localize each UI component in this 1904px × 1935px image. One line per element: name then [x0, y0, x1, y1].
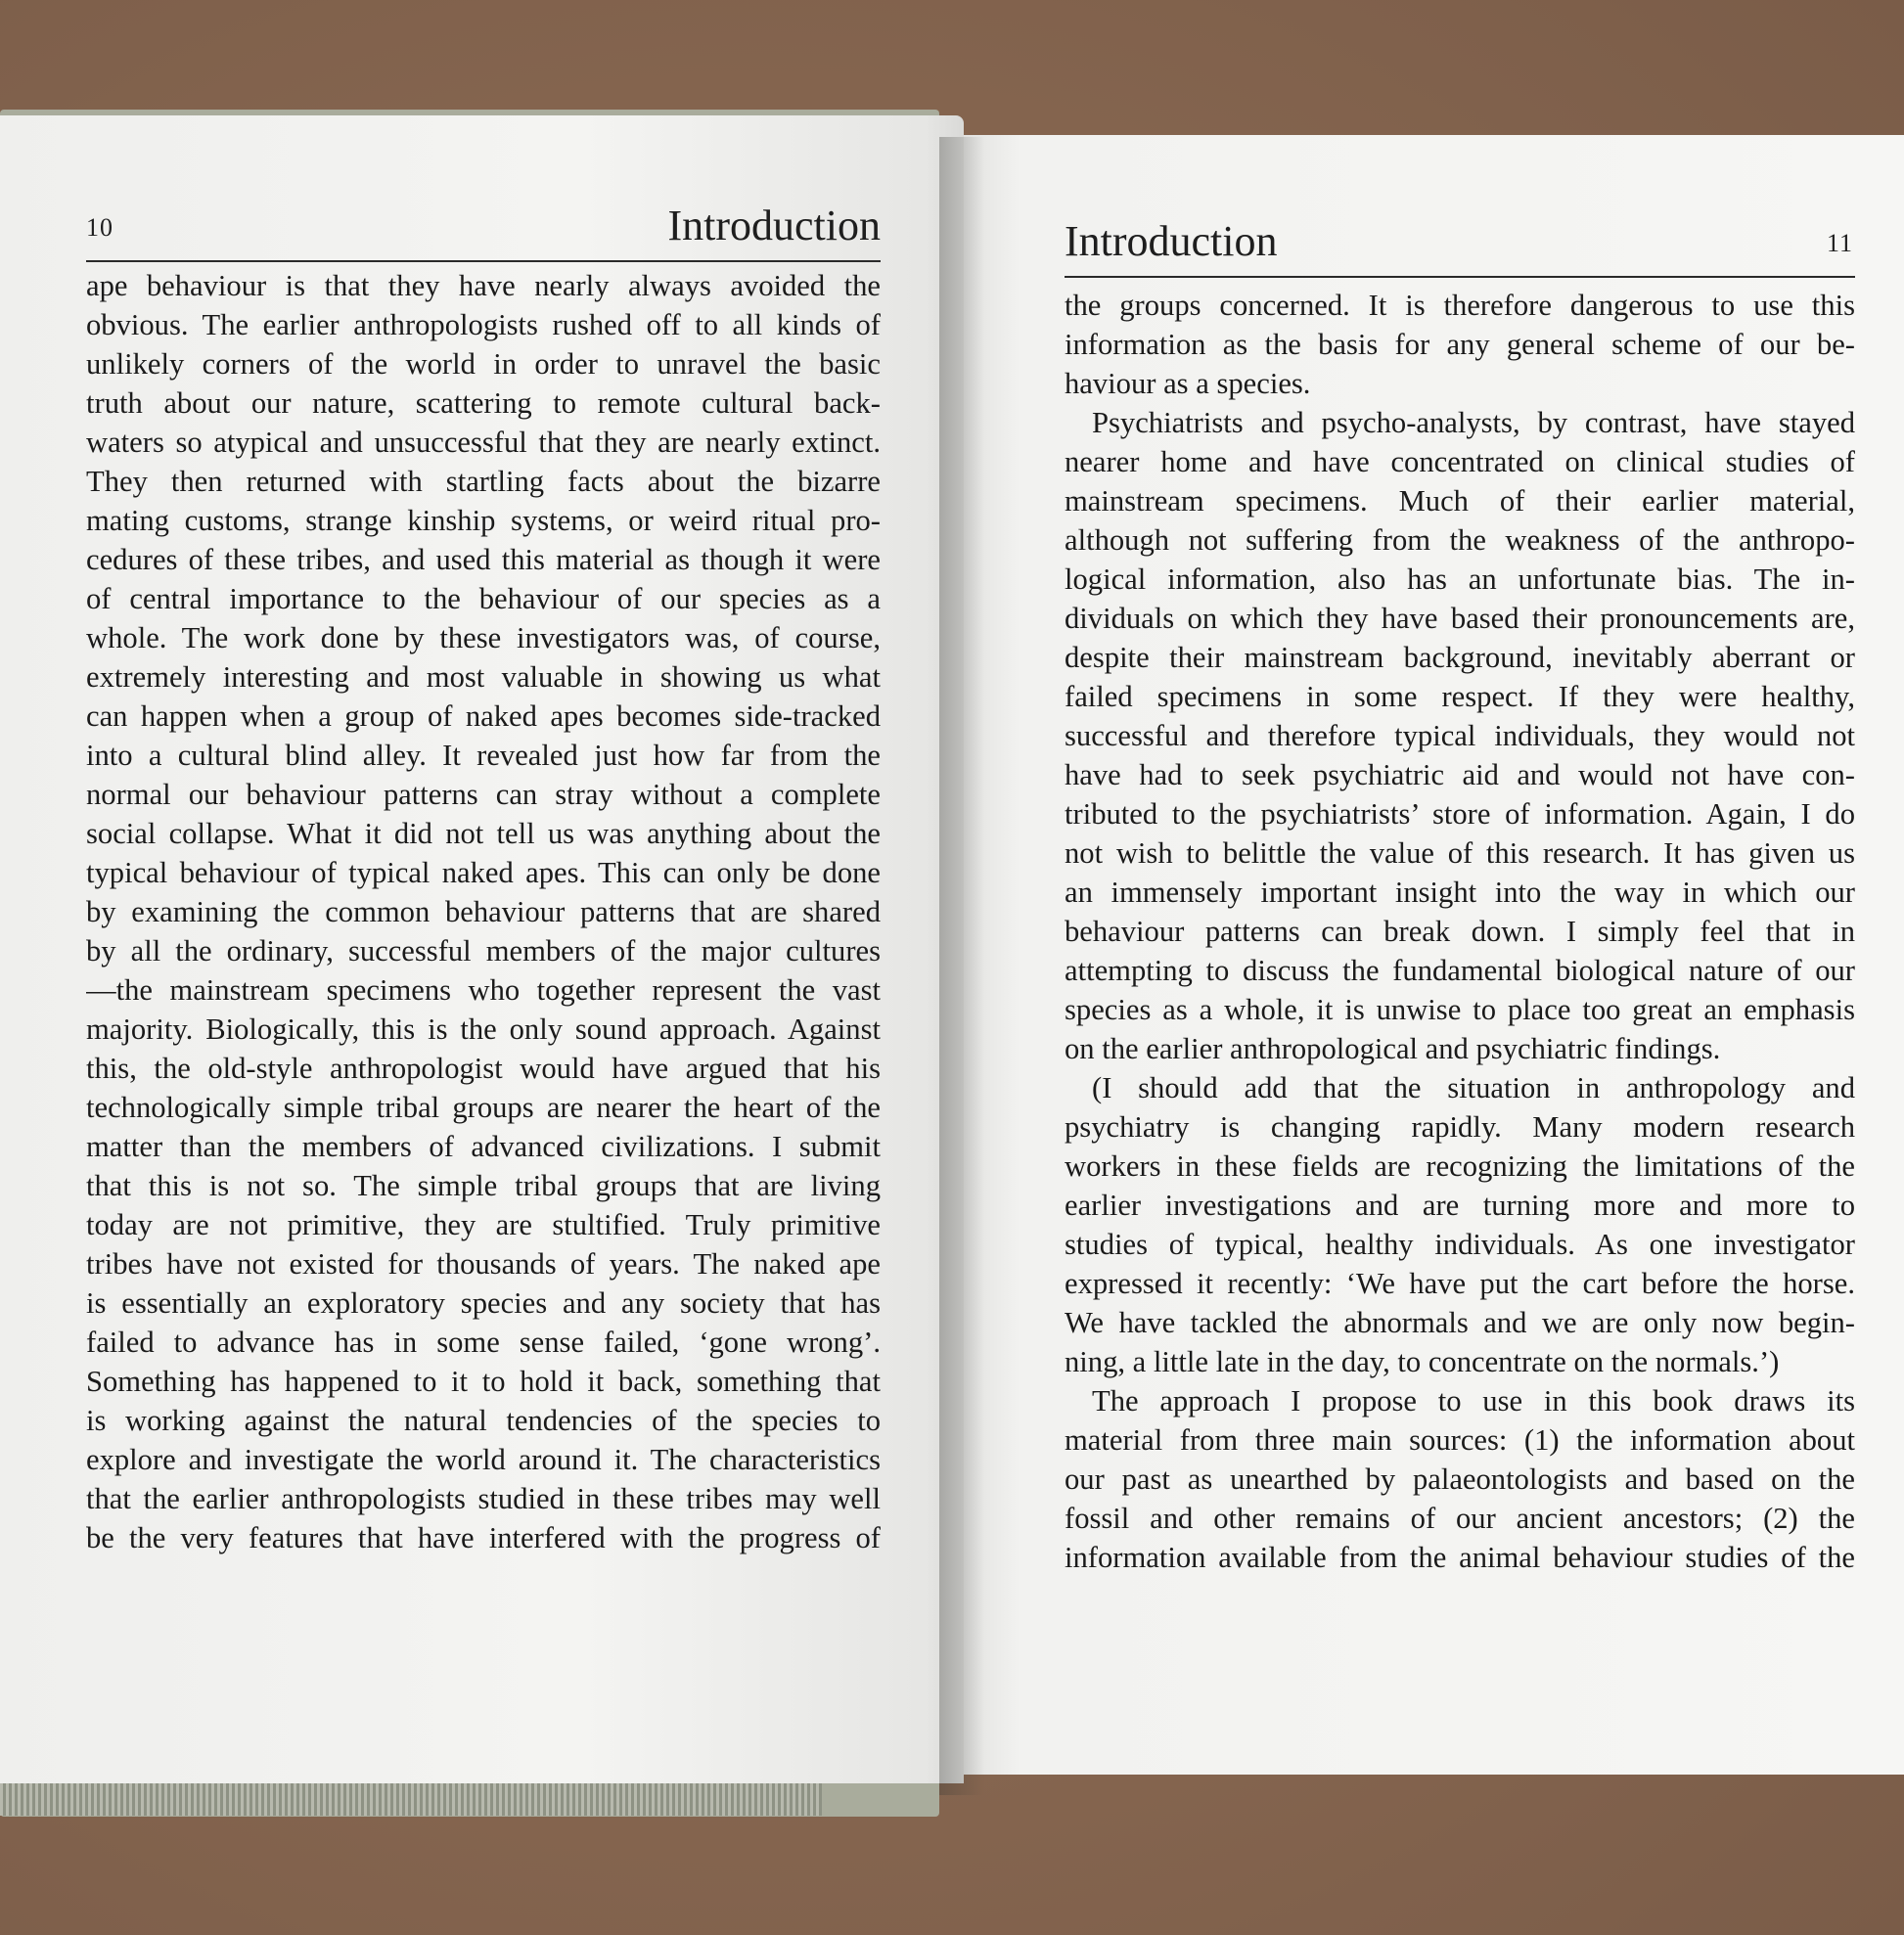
text-line: ape behaviour is that they have nearly always avoided the	[86, 269, 881, 302]
text-line: on the earlier anthropological and psychiatric findings.	[1065, 1032, 1721, 1065]
text-line: failed specimens in some respect. If they were healthy,	[1065, 680, 1855, 713]
right-page-header	[1065, 215, 1855, 278]
text-line: an immensely important insight into the way in which our	[1065, 876, 1855, 909]
text-line: extremely interesting and most valuable in showing us what	[86, 660, 881, 694]
text-line: mainstream specimens. Much of their earlier material,	[1065, 484, 1855, 518]
page-number-right: 11	[1826, 229, 1853, 257]
text-line: We have tackled the abnormals and we are only now begin-	[1065, 1306, 1855, 1339]
text-line: today are not primitive, they are stultified. Truly primitive	[86, 1208, 881, 1241]
text-line: obvious. The earlier anthropologists rushed off to all kinds of	[86, 308, 881, 341]
text-line: successful and therefore typical individuals, they would not	[1065, 719, 1855, 752]
text-line: unlikely corners of the world in order to unravel the basic	[86, 347, 881, 381]
text-line: failed to advance has in some sense failed, ‘gone wrong’.	[86, 1326, 881, 1359]
running-title-left: Introduction	[667, 202, 881, 249]
text-line: workers in these fields are recognizing the limitations of the	[1065, 1149, 1855, 1183]
text-line: studies of typical, healthy individuals. As one investigator	[1065, 1228, 1855, 1261]
text-line: technologically simple tribal groups are nearer the heart of the	[86, 1091, 881, 1124]
text-line: is essentially an exploratory species and any society that has	[86, 1286, 881, 1320]
text-line: is working against the natural tendencies of the species to	[86, 1404, 881, 1437]
text-line: into a cultural blind alley. It revealed just how far from the	[86, 739, 881, 772]
text-line: —the mainstream specimens who together represent the vast	[86, 973, 881, 1007]
text-line: our past as unearthed by palaeontologists and based on the	[1065, 1462, 1855, 1496]
spine-gutter	[939, 137, 984, 1795]
text-line: logical information, also has an unfortunate bias. The in-	[1065, 562, 1855, 596]
text-line: typical behaviour of typical naked apes. This can only be done	[86, 856, 881, 889]
text-line: waters so atypical and unsuccessful that they are nearly extinct.	[86, 426, 881, 459]
text-line: normal our behaviour patterns can stray without a complete	[86, 778, 881, 811]
paragraph-start-line: (I should add that the situation in anthropology and	[1092, 1071, 1855, 1104]
left-page-header	[86, 192, 881, 262]
text-line: earlier investigations and are turning more and more to	[1065, 1189, 1855, 1222]
paragraph-start-line: The approach I propose to use in this book draws its	[1092, 1384, 1855, 1418]
cover-cloth-edge	[0, 1780, 822, 1816]
text-line: expressed it recently: ‘We have put the cart before the horse.	[1065, 1267, 1855, 1300]
page-number-left: 10	[86, 213, 113, 242]
text-line: although not suffering from the weakness of the anthropo-	[1065, 523, 1855, 557]
text-line: tribes have not existed for thousands of years. The naked ape	[86, 1247, 881, 1281]
text-line: by examining the common behaviour patterns that are shared	[86, 895, 881, 928]
text-line: fossil and other remains of our ancient ancestors; (2) the	[1065, 1502, 1855, 1535]
text-line: species as a whole, it is unwise to place too great an emphasis	[1065, 993, 1855, 1026]
text-line: tributed to the psychiatrists’ store of information. Again, I do	[1065, 797, 1855, 831]
text-line: this, the old-style anthropologist would have argued that his	[86, 1052, 881, 1085]
text-line: cedures of these tribes, and used this material as though it were	[86, 543, 881, 576]
text-line: truth about our nature, scattering to remote cultural back-	[86, 386, 881, 420]
text-line: have had to seek psychiatric aid and would not have con-	[1065, 758, 1855, 791]
text-line: matter than the members of advanced civilizations. I submit	[86, 1130, 881, 1163]
text-line: material from three main sources: (1) the information about	[1065, 1423, 1855, 1457]
text-line: haviour as a species.	[1065, 367, 1311, 400]
text-line: of central importance to the behaviour of our species as a	[86, 582, 881, 615]
text-line: be the very features that have interfered with the progress of	[86, 1521, 881, 1554]
left-page-body	[86, 266, 881, 1557]
text-line: ning, a little late in the day, to concentrate on the normals.’)	[1065, 1345, 1780, 1378]
text-line: nearer home and have concentrated on clinical studies of	[1065, 445, 1855, 478]
text-line: social collapse. What it did not tell us was anything about the	[86, 817, 881, 850]
right-page-body	[1065, 286, 1855, 1577]
text-line: Something has happened to it to hold it back, something that	[86, 1365, 881, 1398]
text-line: psychiatry is changing rapidly. Many modern research	[1065, 1110, 1855, 1144]
running-title-right: Introduction	[1065, 217, 1278, 265]
text-line: majority. Biologically, this is the only sound approach. Against	[86, 1012, 881, 1046]
text-line: attempting to discuss the fundamental biological nature of our	[1065, 954, 1855, 987]
text-line: information available from the animal behaviour studies of the	[1065, 1541, 1855, 1574]
text-line: whole. The work done by these investigators was, of course,	[86, 621, 881, 654]
text-line: can happen when a group of naked apes becomes side-tracked	[86, 699, 881, 733]
text-line: despite their mainstream background, inevitably aberrant or	[1065, 641, 1855, 674]
text-line: dividuals on which they have based their pronouncements are,	[1065, 602, 1855, 635]
text-line: behaviour patterns can break down. I simply feel that in	[1065, 915, 1855, 948]
text-line: by all the ordinary, successful members of the major cultures	[86, 934, 881, 968]
text-line: mating customs, strange kinship systems, or weird ritual pro-	[86, 504, 881, 537]
text-line: that the earlier anthropologists studied in these tribes may well	[86, 1482, 881, 1515]
text-line: that this is not so. The simple tribal groups that are living	[86, 1169, 881, 1202]
paragraph-start-line: Psychiatrists and psycho-analysts, by contrast, have stayed	[1092, 406, 1855, 439]
text-line: the groups concerned. It is therefore dangerous to use this	[1065, 289, 1855, 322]
text-line: explore and investigate the world around it. The characteristics	[86, 1443, 881, 1476]
text-line: They then returned with startling facts about the bizarre	[86, 465, 881, 498]
text-line: information as the basis for any general scheme of our be-	[1065, 328, 1855, 361]
text-line: not wish to belittle the value of this research. It has given us	[1065, 836, 1855, 870]
